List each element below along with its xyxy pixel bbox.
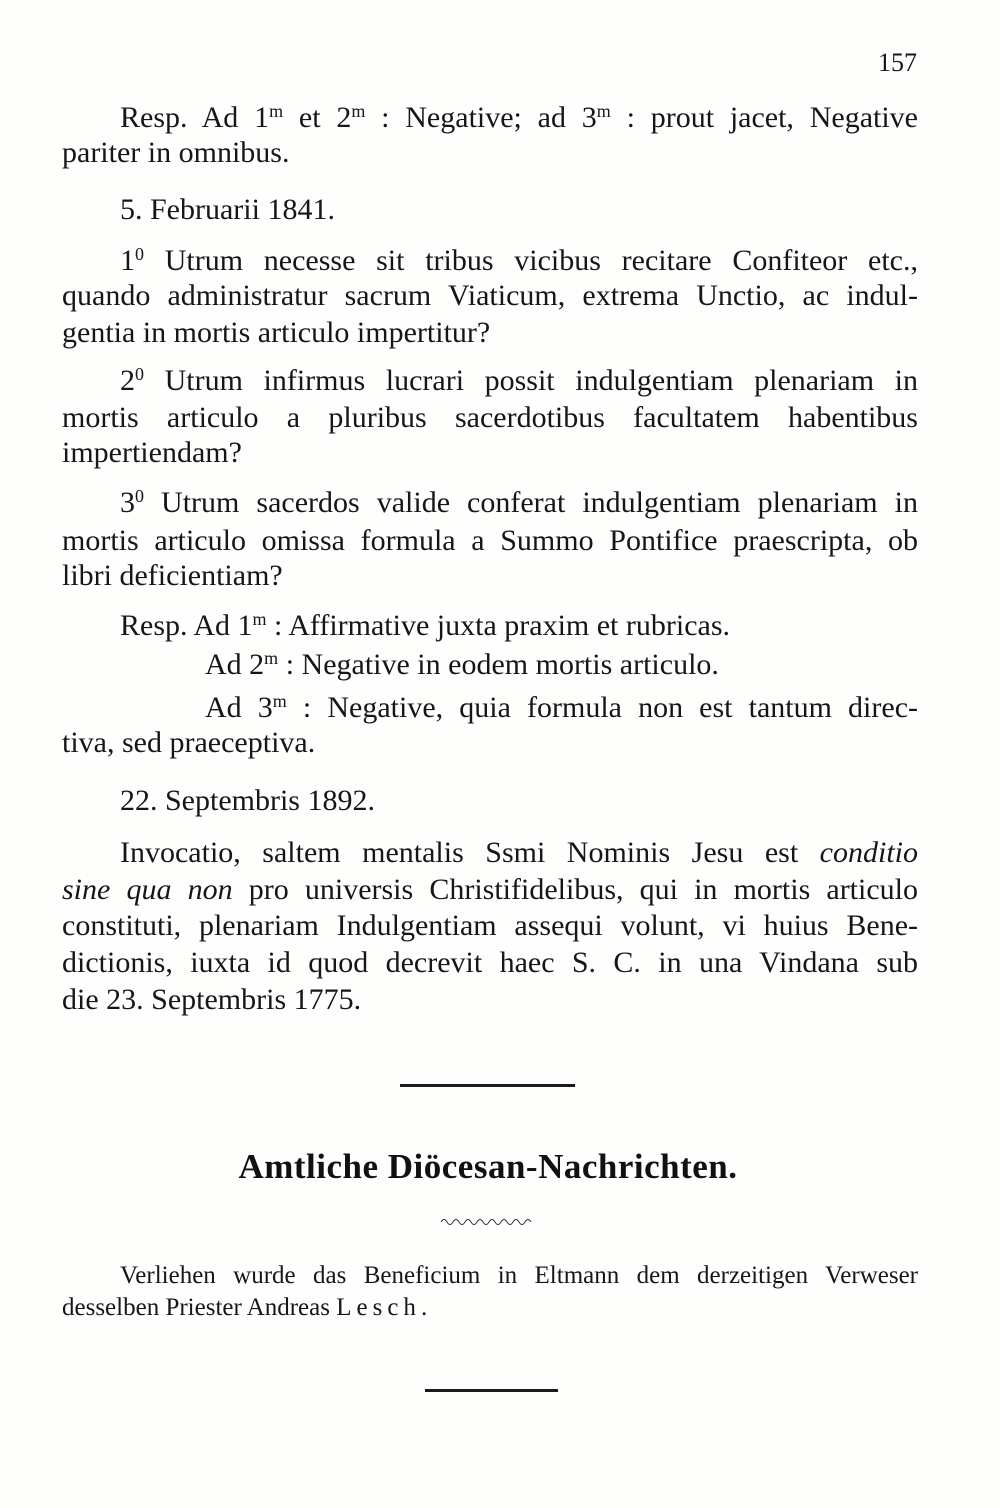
line-text: Ad 3	[205, 691, 273, 724]
superscript: m	[272, 691, 287, 712]
question-3-line-2: mortis articulo omissa formula a Summo Pontifice praescripta, ob	[62, 524, 918, 557]
line-text: Utrum infirmus lucrari possit indulgentiam plenariam in	[144, 364, 918, 397]
end-divider-rule	[425, 1389, 558, 1392]
superscript: m	[252, 609, 267, 630]
superscript: m	[596, 101, 611, 122]
line-text: Resp. Ad 1	[120, 609, 253, 642]
response-answer-2	[205, 647, 918, 683]
line-text: : Affirmative juxta praxim et rubricas.	[266, 609, 731, 642]
line-text: : Negative, quia formula non est tantum direc-	[286, 691, 918, 724]
line-text: .	[420, 1294, 428, 1321]
line-text: et 2	[283, 101, 352, 134]
previous-response-line-1	[120, 100, 918, 136]
response-answer-3	[205, 690, 918, 726]
decree-1892-line-2	[62, 872, 918, 908]
superscript: 0	[135, 244, 144, 265]
question-number: 3	[120, 486, 135, 519]
italic-text: conditio	[819, 836, 918, 869]
superscript: m	[351, 101, 366, 122]
question-3-line-1	[120, 485, 918, 521]
decree-1892-line-1	[120, 835, 918, 871]
question-number: 2	[120, 364, 135, 397]
question-1-line-2: quando administratur sacrum Viaticum, extrema Unctio, ac indul-	[62, 279, 918, 312]
page-number: 157	[878, 48, 917, 77]
superscript: 0	[135, 486, 144, 507]
news-line-1: Verliehen wurde das Beneficium in Eltmann dem derzeitigen Verweser	[120, 1262, 918, 1289]
previous-response-line-2: pariter in omnibus.	[62, 136, 290, 169]
decree-1892-line-3: constituti, plenariam Indulgentiam assequi volunt, vi huius Bene-	[62, 909, 918, 942]
decree-1892-line-5: die 23. Septembris 1775.	[62, 983, 362, 1016]
priest-name: Lesch	[336, 1294, 421, 1321]
response-answer-3-line-2: tiva, sed praeceptiva.	[62, 726, 316, 759]
line-text: Resp. Ad 1	[120, 101, 270, 134]
section-divider-rule	[400, 1084, 575, 1087]
superscript: m	[269, 101, 284, 122]
line-text: : Negative in eodem mortis articulo.	[278, 648, 719, 681]
question-number: 1	[120, 244, 135, 277]
question-1-line-3: gentia in mortis articulo impertitur?	[62, 316, 491, 349]
superscript: 0	[135, 364, 144, 385]
response-answer-1	[120, 608, 918, 644]
italic-text: sine qua non	[62, 873, 233, 906]
line-text: : Negative; ad 3	[365, 101, 597, 134]
line-text: Utrum sacerdos valide conferat indulgentiam plenariam in	[144, 486, 918, 519]
section-heading: Amtliche Diöcesan-Nachrichten.	[238, 1147, 738, 1186]
question-1-line-1	[120, 243, 918, 279]
question-2-line-1	[120, 363, 918, 399]
line-text: Utrum necesse sit tribus vicibus recitare Confiteor etc.,	[144, 244, 918, 277]
question-2-line-3: impertiendam?	[62, 436, 242, 469]
decree-1892-line-4: dictionis, iuxta id quod decrevit haec S. C. in una Vindana sub	[62, 946, 918, 979]
wavy-ornament	[440, 1216, 536, 1228]
news-line-2	[62, 1292, 918, 1324]
line-text: : prout jacet, Negative	[610, 101, 918, 134]
line-text: Invocatio, saltem mentalis Ssmi Nominis Jesu est	[120, 836, 820, 869]
decree-1892-date: 22. Septembris 1892.	[120, 784, 375, 817]
line-text: pro universis Christifidelibus, qui in mortis articulo	[232, 873, 918, 906]
superscript: m	[264, 648, 279, 669]
decree-1841-date: 5. Februarii 1841.	[120, 193, 335, 226]
question-2-line-2: mortis articulo a pluribus sacerdotibus facultatem habentibus	[62, 401, 918, 434]
question-3-line-3: libri deficientiam?	[62, 559, 283, 592]
line-text: Ad 2	[205, 648, 265, 681]
line-text: desselben Priester Andreas	[62, 1294, 337, 1321]
